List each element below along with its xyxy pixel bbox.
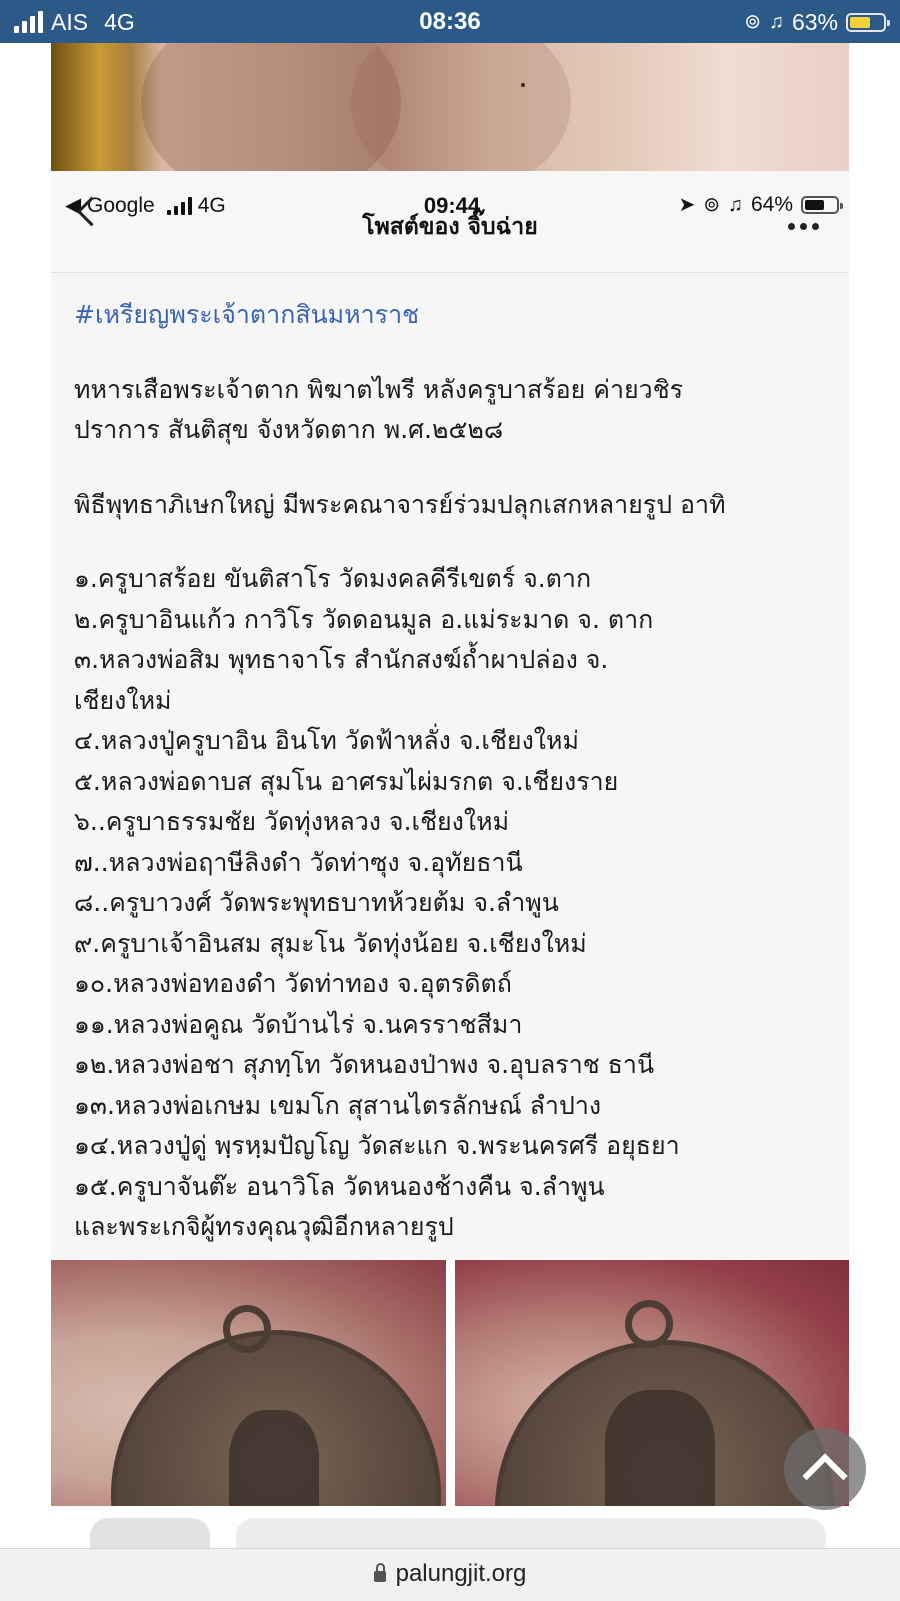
intro-line: ปราการ สันติสุข จังหวัดตาก พ.ศ.๒๕๒๘ — [74, 415, 504, 444]
list-item: ๑๕.ครูบาจันต๊ะ อนาวิโล วัดหนองช้างคืน จ.ลำพูน — [74, 1171, 605, 1201]
inner-post-title: โพสต์ของ จิ๊บฉ่าย — [362, 214, 538, 240]
hashtag-link[interactable]: #เหรียญพระเจ้าตากสินมหาราช — [74, 300, 420, 329]
list-item: เชียงใหม่ — [74, 685, 172, 715]
list-item: ๒.ครูบาอินแก้ว กาวิโร วัดดอนมูล อ.แม่ระมาด จ. ตาก — [74, 604, 654, 634]
list-item: ๗..หลวงพ่อฤาษีลิงดำ วัดท่าซุง จ.อุทัยธานี — [74, 847, 523, 877]
monk-list — [74, 559, 834, 1248]
list-item: ๑๔.หลวงปู่ดู่ พฺรหฺมปัญโญ วัดสะแก จ.พระนครศรี อยุธยา — [74, 1131, 680, 1160]
inner-battery-percent: 64% — [750, 193, 793, 216]
status-right — [744, 9, 886, 35]
inner-network: 4G — [197, 193, 226, 217]
medal-front-photo[interactable] — [51, 1260, 446, 1506]
status-time: 08:36 — [419, 8, 481, 35]
list-item: ๔.หลวงปู่ครูบาอิน อินโท วัดฟ้าหลั่ง จ.เชียงใหม่ — [74, 726, 579, 755]
intro-line: ทหารเสือพระเจ้าตาก พิฆาตไพรี หลังครูบาสร้อย ค่ายวชิร — [74, 374, 684, 404]
list-item: ๑๓.หลวงพ่อเกษม เขมโก สุสานไตรลักษณ์ ลำปาง — [74, 1090, 602, 1120]
partial-comment-bar — [236, 1518, 826, 1548]
list-item: ๘..ครูบาวงศ์ วัดพระพุทธบาทห้วยต้ม จ.ลำพูน — [74, 888, 559, 917]
list-item: ๙.ครูบาเจ้าอินสม สุมะโน วัดทุ่งน้อย จ.เชียงใหม่ — [74, 928, 587, 958]
inner-rotation-lock-icon: ⊚ — [703, 194, 720, 216]
list-item: ๖..ครูบาธรรมชัย วัดทุ่งหลวง จ.เชียงใหม่ — [74, 807, 510, 836]
post-intro — [74, 370, 834, 451]
list-item: ๑๑.หลวงพ่อคูณ วัดบ้านไร่ จ.นครราชสีมา — [74, 1009, 523, 1039]
inner-back-app: ◀ Google — [65, 194, 155, 217]
photo-finger — [51, 43, 849, 171]
post-body — [51, 273, 849, 1260]
url-text: palungjit.org — [395, 1560, 527, 1587]
list-item: ๑.ครูบาสร้อย ขันติสาโร วัดมงคลคีรีเขตร์ จ.ตาก — [74, 564, 592, 593]
browser-url-bar[interactable] — [0, 1548, 900, 1601]
rotation-lock-icon: ⊚ — [744, 11, 761, 33]
list-item: ๑๐.หลวงพ่อทองดำ วัดท่าทอง จ.อุตรดิตถ์ — [74, 969, 512, 998]
list-item: และพระเกจิผู้ทรงคุณวุฒิอีกหลายรูป — [74, 1212, 454, 1241]
battery-icon — [846, 13, 886, 32]
inner-time: 09:44 — [423, 193, 481, 218]
inner-headphones-icon: ♫ — [727, 194, 743, 216]
inner-screenshot-header — [51, 171, 849, 274]
list-item: ๕.หลวงพ่อดาบส สุมโน อาศรมไผ่มรกต จ.เชียงราย — [74, 766, 619, 796]
chevron-up-icon[interactable] — [784, 1428, 866, 1510]
lock-icon — [374, 1571, 386, 1582]
location-icon: ➤ — [678, 194, 696, 216]
list-item: ๓.หลวงพ่อสิม พุทธาจาโร สำนักสงฆ์ถ้ำผาปล่อง จ. — [74, 645, 609, 674]
list-item: ๑๒.หลวงพ่อชา สุภทฺโท วัดหนองป่าพง จ.อุบลราช ธานี — [74, 1050, 655, 1079]
partial-avatar-chip — [90, 1518, 210, 1548]
carrier: AIS — [51, 8, 89, 35]
ceremony-line: พิธีพุทธาภิเษกใหญ่ มีพระคณาจารย์ร่วมปลุกเสกหลายรูป อาทิ — [74, 489, 726, 519]
battery-percent: 63% — [791, 8, 838, 35]
headphones-icon: ♫ — [768, 11, 784, 33]
network-type: 4G — [104, 8, 135, 35]
more-options-icon — [788, 223, 819, 230]
status-bar — [0, 0, 900, 43]
